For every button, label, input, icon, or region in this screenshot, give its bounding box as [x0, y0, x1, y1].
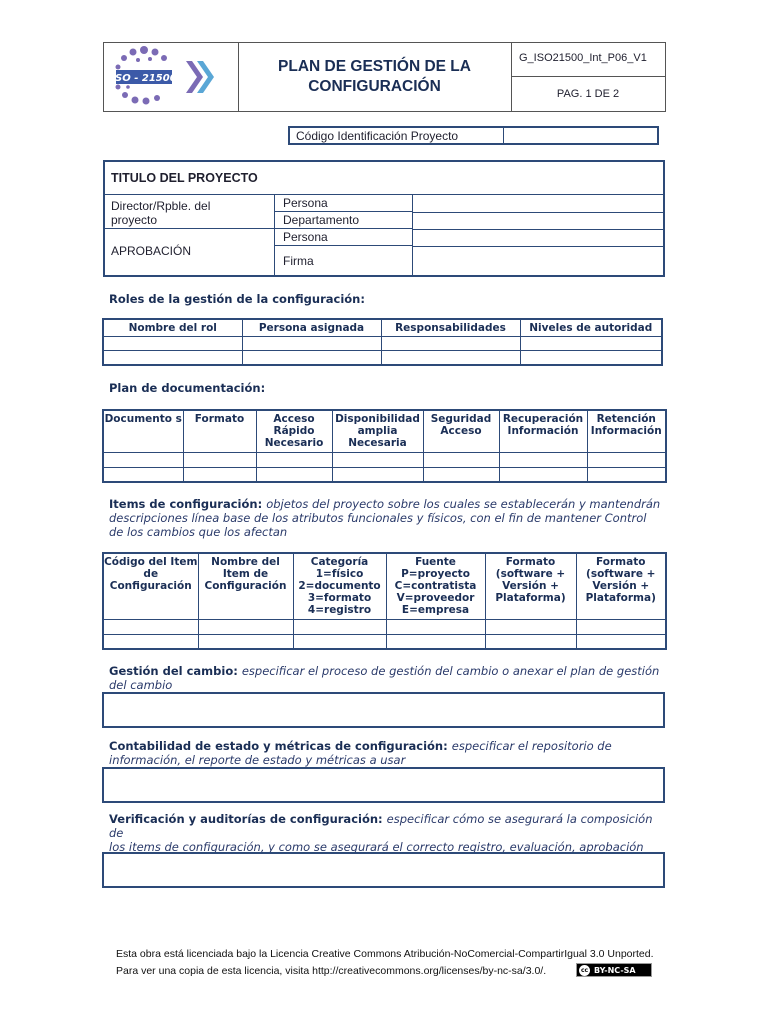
table-cell[interactable]	[293, 619, 386, 634]
roles-col-name: Nombre del rol	[103, 319, 242, 336]
svg-text:ISO - 21500: ISO - 21500	[111, 73, 177, 84]
table-cell[interactable]	[103, 350, 242, 365]
roles-col-authority: Niveles de autoridad	[520, 319, 662, 336]
change-description: especificar el proceso de gestión del cambio o anexar el plan de gestión	[241, 664, 660, 678]
cc-badge-text: BY-NC-SA	[594, 965, 636, 975]
table-cell[interactable]	[520, 336, 662, 350]
approval-person-value[interactable]	[413, 229, 663, 247]
table-cell[interactable]	[386, 634, 485, 649]
doc-col-format: Formato	[183, 410, 256, 452]
table-cell[interactable]	[332, 452, 423, 467]
doc-col-quick-access: Acceso Rápido Necesario	[256, 410, 332, 452]
change-heading: Gestión del cambio:	[109, 664, 238, 678]
table-cell[interactable]	[103, 452, 183, 467]
approval-label: APROBACIÓN	[105, 229, 275, 275]
cc-icon: cc	[580, 966, 589, 974]
doc-col-retention: Retención Información	[587, 410, 666, 452]
approval-signature-value[interactable]	[413, 246, 663, 275]
project-title-value[interactable]	[275, 162, 663, 194]
table-cell[interactable]	[381, 336, 520, 350]
doc-col-documents: Documento s	[103, 410, 183, 452]
table-cell[interactable]	[576, 619, 666, 634]
project-info-table	[103, 160, 665, 277]
status-heading: Contabilidad de estado y métricas de configuración:	[109, 739, 448, 753]
table-cell[interactable]	[499, 452, 587, 467]
doc-col-availability: Disponibilidad amplia Necesaria	[332, 410, 423, 452]
document-code: G_ISO21500_Int_P06_V1	[511, 43, 665, 77]
table-cell[interactable]	[198, 619, 293, 634]
items-heading: Items de configuración:	[109, 497, 263, 511]
table-cell[interactable]	[520, 350, 662, 365]
table-cell[interactable]	[499, 467, 587, 482]
roles-col-responsibilities: Responsabilidades	[381, 319, 520, 336]
project-code-value[interactable]	[504, 128, 657, 143]
items-col-code: Código del Item de Configuración	[103, 553, 198, 619]
status-description: especificar el repositorio de	[451, 739, 612, 753]
items-table	[102, 552, 667, 650]
table-row	[103, 452, 666, 467]
director-label: Director/Rpble. del proyecto	[105, 195, 275, 229]
license-footer	[116, 946, 654, 980]
cc-license-badge[interactable]	[576, 963, 652, 977]
table-cell[interactable]	[485, 634, 576, 649]
documentation-heading: Plan de documentación:	[109, 381, 266, 395]
table-cell[interactable]	[423, 467, 499, 482]
audit-section-text: Verificación y auditorías de configuración: especificar cómo se asegurará la composición de los items de configuración, y como se asegurará el correcto registro, evaluación, aprobación	[109, 812, 653, 854]
audit-description: especificar cómo se asegurará la composición de	[109, 812, 653, 840]
table-cell[interactable]	[183, 452, 256, 467]
doc-col-recovery: Recuperación Información	[499, 410, 587, 452]
items-col-source: Fuente P=proyecto C=contratista V=proveedor E=empresa	[386, 553, 485, 619]
table-cell[interactable]	[587, 452, 666, 467]
table-cell[interactable]	[423, 452, 499, 467]
document-title: PLAN DE GESTIÓN DE LA CONFIGURACIÓN	[238, 43, 512, 111]
audit-input-box[interactable]	[102, 852, 665, 888]
status-section-text: Contabilidad de estado y métricas de configuración: especificar el repositorio de información, el reporte de estado y métricas a usar	[109, 739, 612, 767]
director-person-label: Persona	[275, 195, 413, 212]
table-cell[interactable]	[485, 619, 576, 634]
status-input-box[interactable]	[102, 767, 665, 803]
table-cell[interactable]	[587, 467, 666, 482]
table-row	[103, 634, 666, 649]
roles-heading: Roles de la gestión de la configuración:	[109, 292, 365, 306]
project-code-label: Código Identificación Proyecto	[290, 128, 504, 143]
roles-table	[102, 318, 663, 366]
license-line-1: Esta obra está licenciada bajo la Licencia Creative Commons Atribución-NoComercial-CompartirIgual 3.0 Unported.	[116, 948, 654, 960]
table-row	[103, 336, 662, 350]
table-cell[interactable]	[242, 350, 381, 365]
license-line-2[interactable]: Para ver una copia de esta licencia, visita http://creativecommons.org/licenses/by-nc-sa/3.0/.	[116, 965, 547, 977]
items-col-category: Categoría 1=físico 2=documento 3=formato 4=registro	[293, 553, 386, 619]
table-cell[interactable]	[198, 634, 293, 649]
table-cell[interactable]	[242, 336, 381, 350]
table-row	[103, 619, 666, 634]
table-cell[interactable]	[183, 467, 256, 482]
director-person-value[interactable]	[413, 195, 663, 213]
page-number: PAG. 1 DE 2	[556, 88, 620, 100]
project-code-box	[288, 126, 659, 145]
director-department-value[interactable]	[413, 212, 663, 230]
items-description: objetos del proyecto sobre los cuales se establecerán y mantendrán	[266, 497, 661, 511]
table-cell[interactable]	[256, 452, 332, 467]
approval-person-label: Persona	[275, 229, 413, 246]
table-row	[103, 350, 662, 365]
change-input-box[interactable]	[102, 692, 665, 728]
iso-logo-icon	[104, 43, 238, 111]
table-cell[interactable]	[256, 467, 332, 482]
items-section-text: Items de configuración: objetos del proyecto sobre los cuales se establecerán y mantendrán descripciones línea base de los atributos funcionales y físicos, con el fin de mantener Control de los cambios que los afectan	[109, 497, 661, 539]
documentation-table	[102, 409, 667, 483]
roles-col-person: Persona asignada	[242, 319, 381, 336]
approval-signature-label: Firma	[275, 246, 413, 275]
items-col-format-2: Formato (software + Versión + Plataforma)	[576, 553, 666, 619]
items-col-name: Nombre del Item de Configuración	[198, 553, 293, 619]
change-section-text: Gestión del cambio: especificar el proceso de gestión del cambio o anexar el plan de gestión del cambio	[109, 664, 660, 692]
table-cell[interactable]	[386, 619, 485, 634]
table-cell[interactable]	[103, 467, 183, 482]
table-row	[103, 467, 666, 482]
table-cell[interactable]	[103, 634, 198, 649]
doc-col-security: Seguridad Acceso	[423, 410, 499, 452]
audit-heading: Verificación y auditorías de configuración:	[109, 812, 383, 826]
director-department-label: Departamento	[275, 212, 413, 229]
table-cell[interactable]	[103, 336, 242, 350]
logo	[104, 43, 239, 111]
table-cell[interactable]	[332, 467, 423, 482]
table-cell[interactable]	[103, 619, 198, 634]
project-title-label: TITULO DEL PROYECTO	[105, 162, 663, 195]
table-cell[interactable]	[381, 350, 520, 365]
table-cell[interactable]	[576, 634, 666, 649]
table-cell[interactable]	[293, 634, 386, 649]
items-col-format-1: Formato (software + Versión + Plataforma)	[485, 553, 576, 619]
document-header	[103, 42, 666, 112]
